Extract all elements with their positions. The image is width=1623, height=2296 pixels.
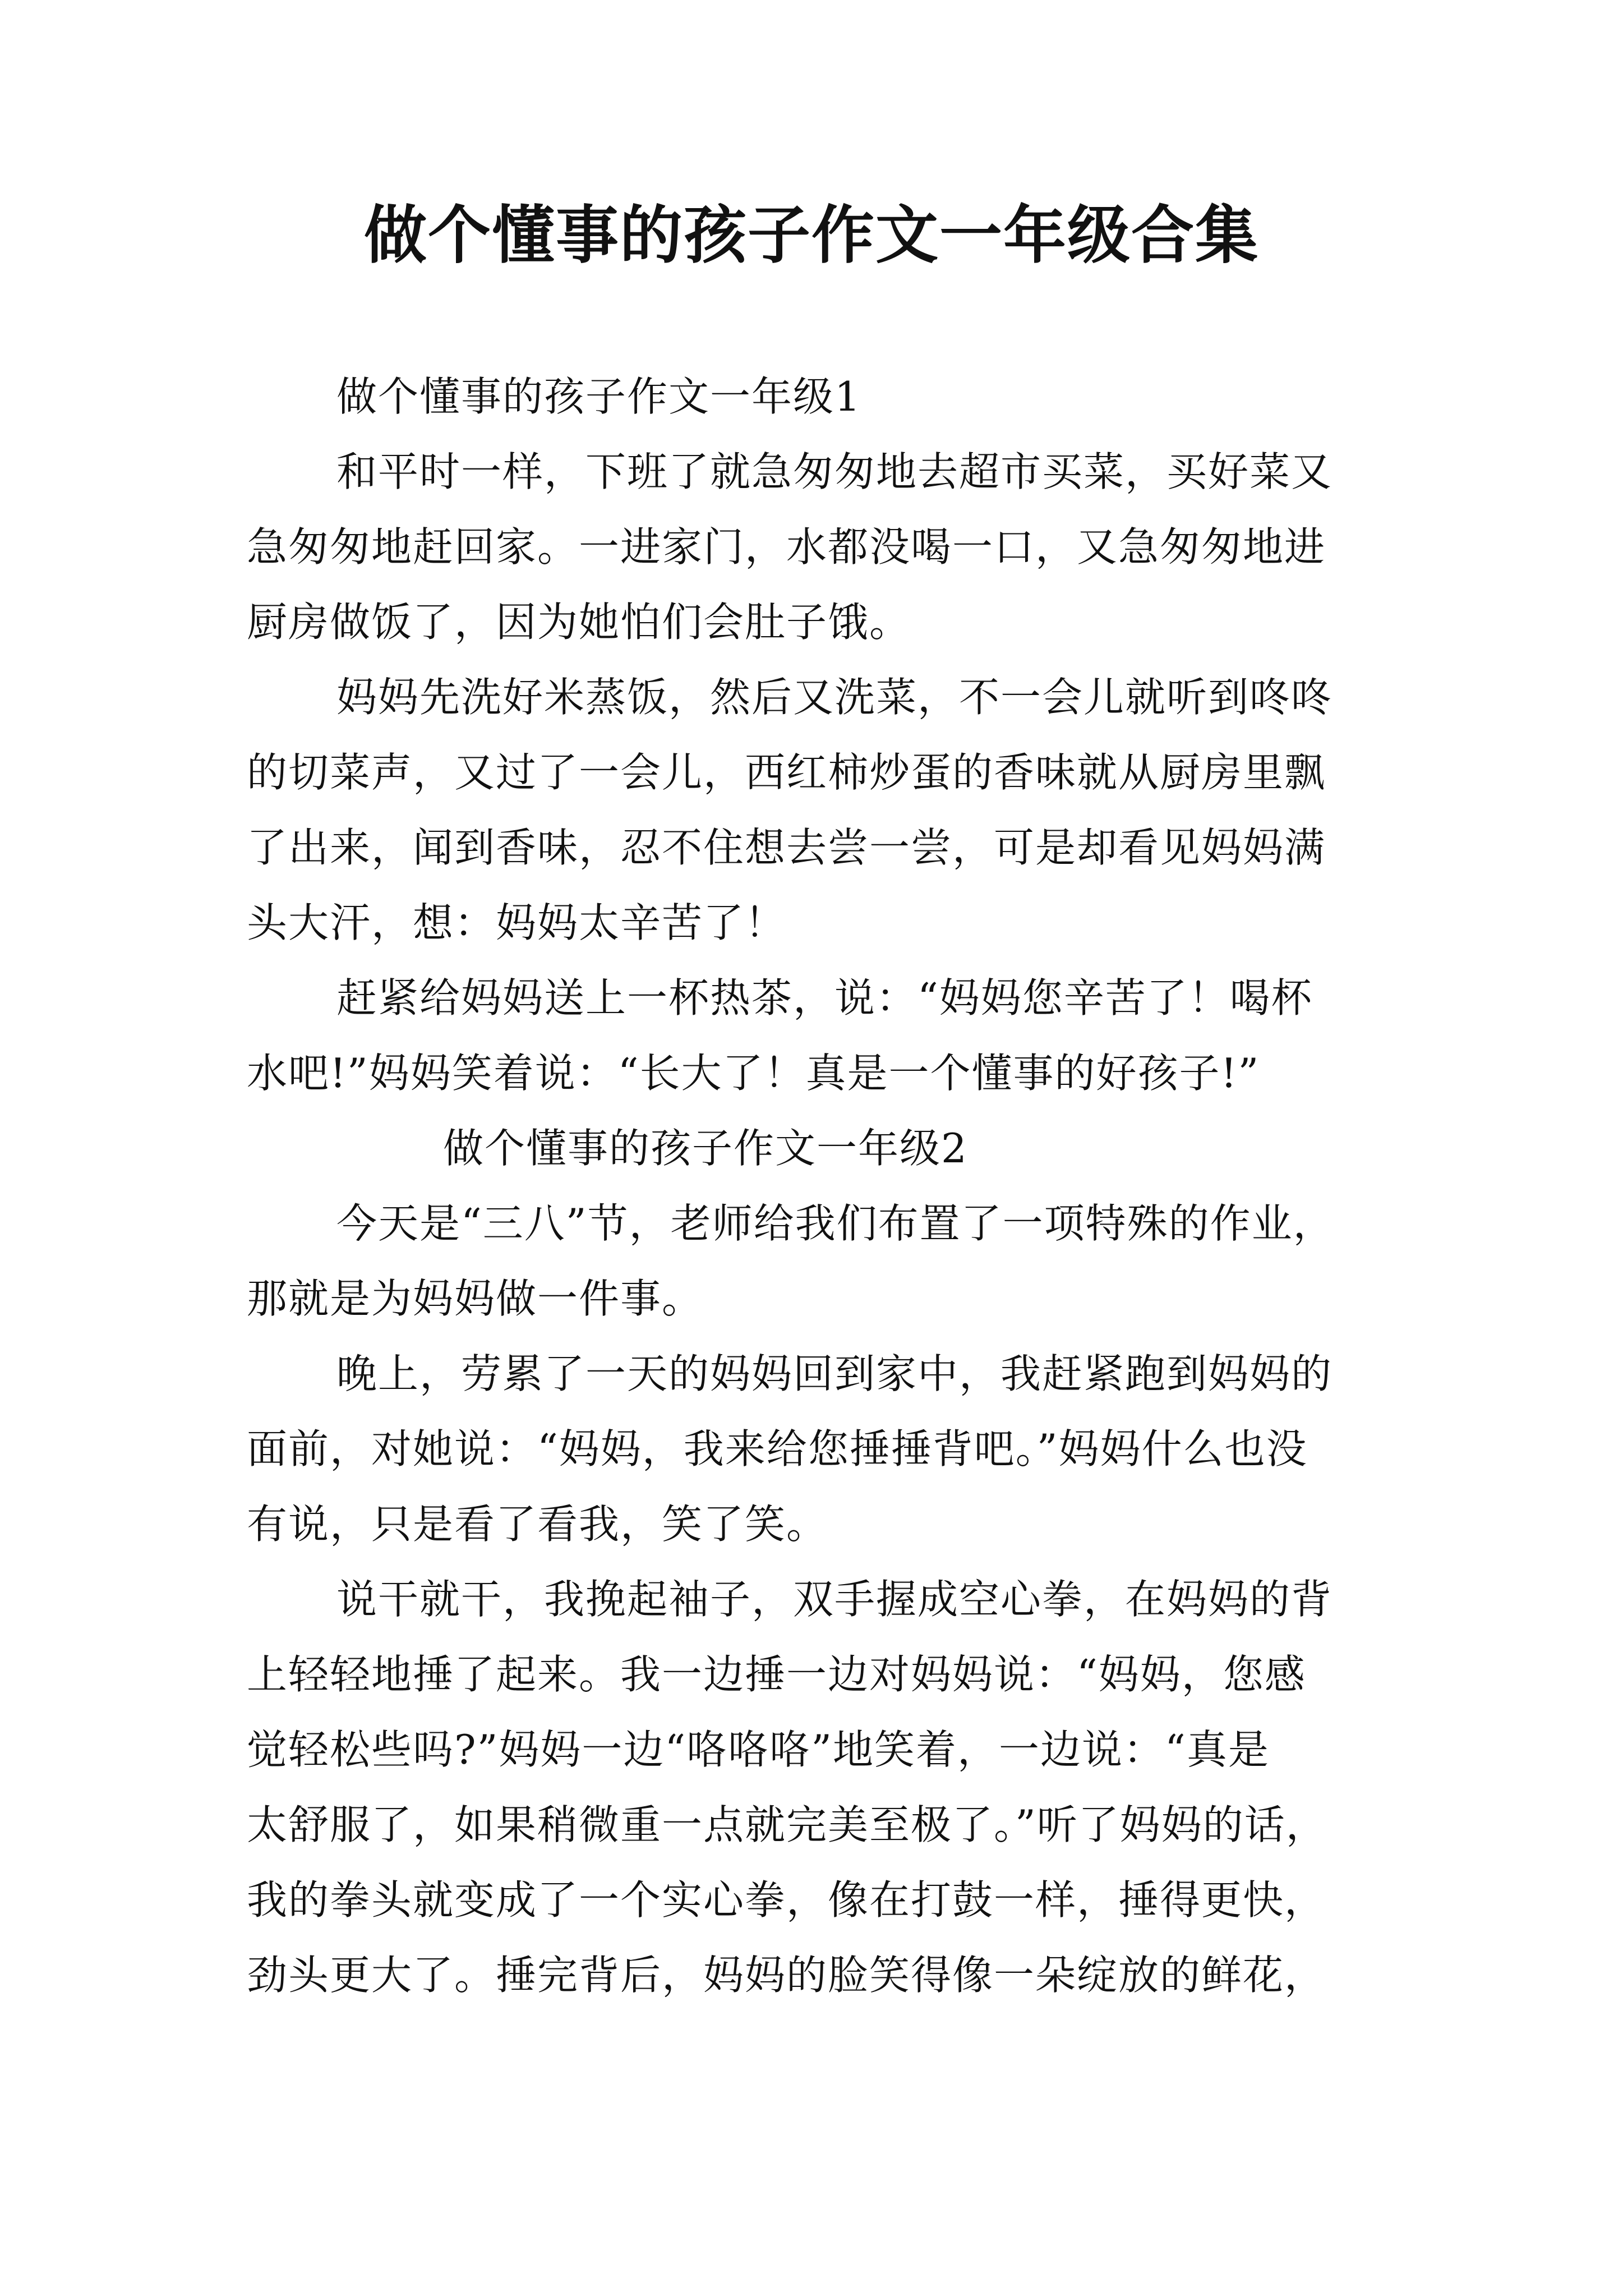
paragraph-line: 急匆匆地赶回家。一进家门，水都没喝一口，又急匆匆地进: [247, 523, 1326, 570]
paragraph-line: 赶紧给妈妈送上一杯热茶，说：“妈妈您辛苦了！喝杯: [336, 974, 1313, 1022]
paragraph-line: 今天是“三八”节，老师给我们布置了一项特殊的作业，: [336, 1200, 1335, 1247]
paragraph-line: 厨房做饭了，因为她怕们会肚子饿。: [247, 599, 911, 646]
paragraph-line: 妈妈先洗好米蒸饭，然后又洗菜，不一会儿就听到咚咚: [336, 674, 1333, 721]
paragraph-line: 那就是为妈妈做一件事。: [247, 1275, 704, 1322]
paragraph-line: 头大汗，想：妈妈太辛苦了！: [247, 899, 787, 946]
document-title: 做个懂事的孩子作文一年级合集: [364, 199, 1259, 272]
paragraph-line: 有说，只是看了看我，笑了笑。: [247, 1501, 828, 1548]
paragraph-line: 和平时一样，下班了就急匆匆地去超市买菜，买好菜又: [336, 448, 1333, 495]
paragraph-line: 说干就干，我挽起袖子，双手握成空心拳，在妈妈的背: [336, 1576, 1333, 1623]
paragraph-line: 上轻轻地捶了起来。我一边捶一边对妈妈说：“妈妈，您感: [247, 1651, 1306, 1698]
paragraph-line: 的切菜声，又过了一会儿，西红柿炒蛋的香味就从厨房里飘: [247, 749, 1326, 796]
essay-heading-1: 做个懂事的孩子作文一年级1: [336, 373, 861, 420]
paragraph-line: 面前，对她说：“妈妈，我来给您捶捶背吧。”妈妈什么也没: [247, 1425, 1308, 1473]
paragraph-line: 太舒服了，如果稍微重一点就完美至极了。”听了妈妈的话，: [247, 1801, 1327, 1848]
paragraph-line: 了出来，闻到香味，忍不住想去尝一尝，可是却看见妈妈满: [247, 824, 1326, 871]
paragraph-line: 晚上，劳累了一天的妈妈回到家中，我赶紧跑到妈妈的: [336, 1350, 1333, 1397]
paragraph-line: 水吧!”妈妈笑着说：“长大了！真是一个懂事的好孩子!”: [247, 1050, 1260, 1097]
paragraph-line: 觉轻松些吗?”妈妈一边“咯咯咯”地笑着，一边说：“真是: [247, 1726, 1270, 1773]
essay-heading-2: 做个懂事的孩子作文一年级2: [443, 1125, 968, 1172]
document-body: [247, 359, 1380, 2013]
paragraph-line: 我的拳头就变成了一个实心拳，像在打鼓一样，捶得更快，: [247, 1876, 1326, 1924]
paragraph-line: 劲头更大了。捶完背后，妈妈的脸笑得像一朵绽放的鲜花，: [247, 1952, 1326, 1999]
